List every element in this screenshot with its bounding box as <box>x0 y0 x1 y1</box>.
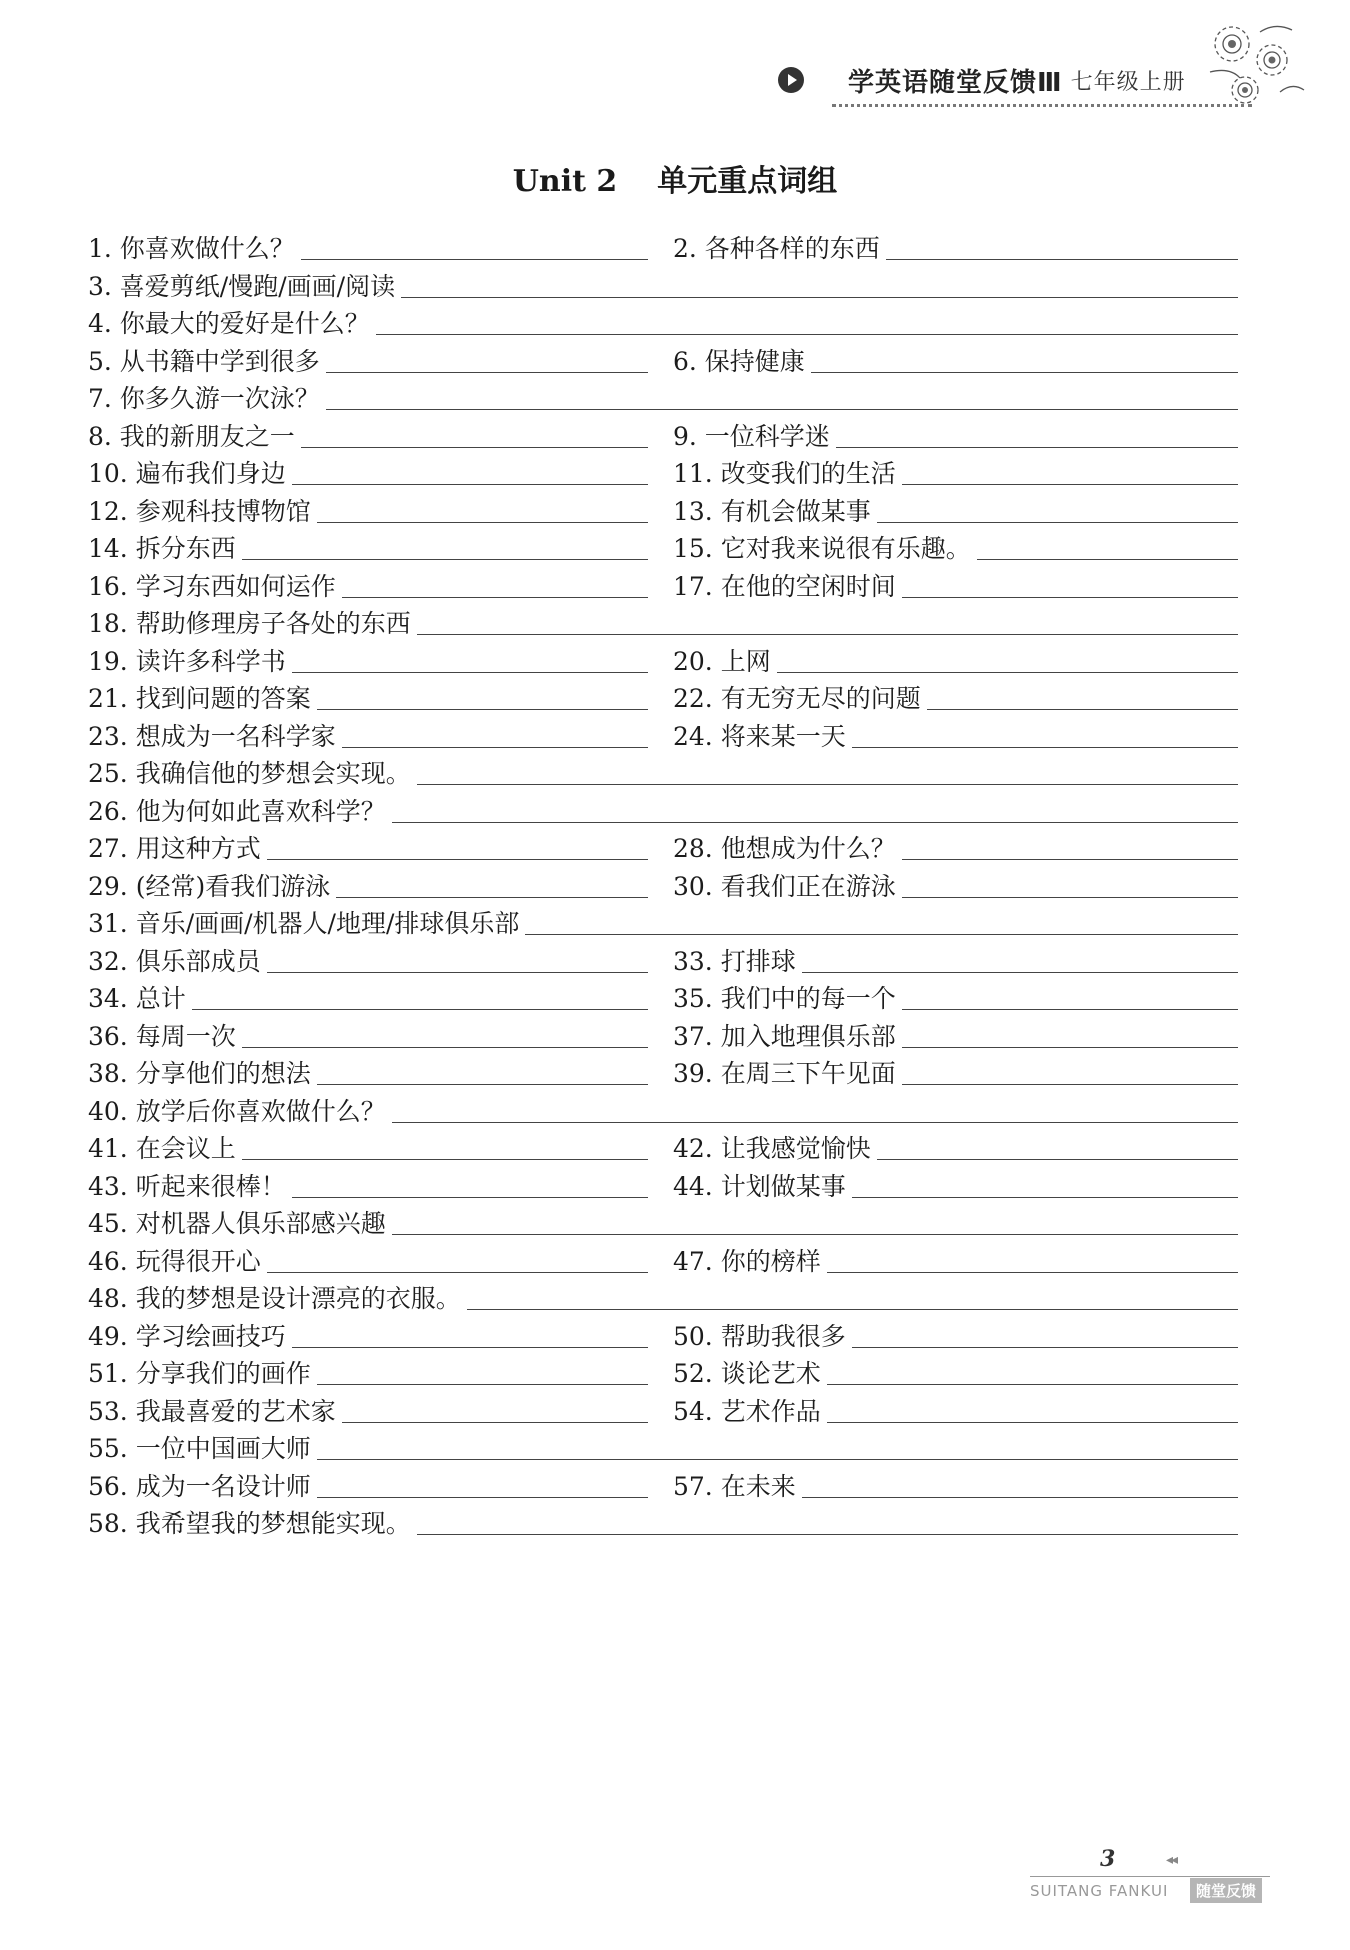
exercise-prompt: 25. 我确信他的梦想会实现。 <box>88 759 411 788</box>
exercise-item <box>88 270 1238 304</box>
exercise-item <box>88 1132 648 1166</box>
answer-blank[interactable] <box>317 1384 648 1385</box>
unit-label: Unit 2 <box>512 164 618 199</box>
exercise-prompt: 8. 我的新朋友之一 <box>88 422 295 451</box>
flower-decoration-icon <box>1200 12 1310 122</box>
answer-blank[interactable] <box>392 1234 1238 1235</box>
exercise-item <box>88 1320 648 1354</box>
exercise-prompt: 6. 保持健康 <box>673 347 805 376</box>
unit-heading: 单元重点词组 <box>657 164 838 199</box>
exercise-item <box>88 982 648 1016</box>
exercise-item <box>673 532 1238 566</box>
answer-blank[interactable] <box>902 897 1238 898</box>
exercise-row <box>88 1282 1238 1316</box>
answer-blank[interactable] <box>802 972 1238 973</box>
exercise-item <box>88 870 648 904</box>
exercise-row <box>88 757 1238 791</box>
answer-blank[interactable] <box>802 1497 1238 1498</box>
footer-badge: 随堂反馈 <box>1190 1878 1262 1903</box>
exercise-prompt: 40. 放学后你喜欢做什么？ <box>88 1097 386 1126</box>
exercise-item <box>88 1470 648 1504</box>
answer-blank[interactable] <box>877 522 1238 523</box>
exercise-item <box>88 1020 648 1054</box>
exercise-prompt: 44. 计划做某事 <box>673 1172 846 1201</box>
exercise-item <box>673 720 1238 754</box>
exercise-row <box>88 1020 1238 1054</box>
exercise-prompt: 17. 在他的空闲时间 <box>673 572 896 601</box>
exercise-row <box>88 720 1238 754</box>
exercise-prompt: 47. 你的榜样 <box>673 1247 821 1276</box>
header-divider <box>832 104 1252 107</box>
answer-blank[interactable] <box>902 597 1238 598</box>
answer-blank[interactable] <box>467 1309 1238 1310</box>
book-header <box>778 60 1186 100</box>
exercise-row <box>88 570 1238 604</box>
answer-blank[interactable] <box>902 1009 1238 1010</box>
exercise-item <box>673 1357 1238 1391</box>
exercise-item <box>88 532 648 566</box>
exercise-prompt: 42. 让我感觉愉快 <box>673 1134 871 1163</box>
exercise-item <box>88 607 1238 641</box>
exercise-prompt: 38. 分享他们的想法 <box>88 1059 311 1088</box>
answer-blank[interactable] <box>392 822 1238 823</box>
exercise-row <box>88 645 1238 679</box>
exercise-row <box>88 1320 1238 1354</box>
answer-blank[interactable] <box>292 1197 648 1198</box>
exercise-prompt: 14. 拆分东西 <box>88 534 236 563</box>
exercise-item <box>673 345 1238 379</box>
exercise-prompt: 48. 我的梦想是设计漂亮的衣服。 <box>88 1284 461 1313</box>
exercise-prompt: 5. 从书籍中学到很多 <box>88 347 320 376</box>
answer-blank[interactable] <box>827 1384 1238 1385</box>
exercise-prompt: 22. 有无穷无尽的问题 <box>673 684 921 713</box>
exercise-row <box>88 532 1238 566</box>
exercise-row <box>88 795 1238 829</box>
answer-blank[interactable] <box>392 1122 1238 1123</box>
exercise-prompt: 58. 我希望我的梦想能实现。 <box>88 1509 411 1538</box>
exercise-row <box>88 1470 1238 1504</box>
exercise-row <box>88 1132 1238 1166</box>
exercise-row <box>88 457 1238 491</box>
exercise-prompt: 21. 找到问题的答案 <box>88 684 311 713</box>
exercise-item <box>88 382 1238 416</box>
exercise-item <box>88 1357 648 1391</box>
exercise-prompt: 19. 读许多科学书 <box>88 647 286 676</box>
exercise-row <box>88 1095 1238 1129</box>
exercise-prompt: 32. 俱乐部成员 <box>88 947 261 976</box>
exercise-prompt: 46. 玩得很开心 <box>88 1247 261 1276</box>
exercise-row <box>88 1057 1238 1091</box>
exercise-row <box>88 1395 1238 1429</box>
exercise-prompt: 16. 学习东西如何运作 <box>88 572 336 601</box>
answer-blank[interactable] <box>417 784 1238 785</box>
exercise-prompt: 55. 一位中国画大师 <box>88 1434 311 1463</box>
answer-blank[interactable] <box>977 559 1238 560</box>
exercise-prompt: 37. 加入地理俱乐部 <box>673 1022 896 1051</box>
exercise-prompt: 35. 我们中的每一个 <box>673 984 896 1013</box>
exercise-item <box>673 1395 1238 1429</box>
answer-blank[interactable] <box>326 372 648 373</box>
exercise-row <box>88 832 1238 866</box>
exercise-prompt: 36. 每周一次 <box>88 1022 236 1051</box>
exercise-prompt: 50. 帮助我很多 <box>673 1322 846 1351</box>
exercise-row <box>88 345 1238 379</box>
page-title <box>0 156 1350 200</box>
answer-blank[interactable] <box>292 1347 648 1348</box>
exercise-row <box>88 1207 1238 1241</box>
exercise-item <box>88 1507 1238 1541</box>
exercise-row <box>88 1507 1238 1541</box>
exercise-prompt: 39. 在周三下午见面 <box>673 1059 896 1088</box>
answer-blank[interactable] <box>267 1272 648 1273</box>
exercise-item <box>88 907 1238 941</box>
exercise-item <box>88 945 648 979</box>
answer-blank[interactable] <box>342 747 648 748</box>
answer-blank[interactable] <box>525 934 1238 935</box>
exercise-prompt: 29. (经常)看我们游泳 <box>88 872 331 901</box>
answer-blank[interactable] <box>852 1347 1238 1348</box>
answer-blank[interactable] <box>902 1047 1238 1048</box>
exercise-item <box>673 1057 1238 1091</box>
exercise-item <box>673 1132 1238 1166</box>
exercise-item <box>673 495 1238 529</box>
exercise-row <box>88 1245 1238 1279</box>
answer-blank[interactable] <box>927 709 1238 710</box>
exercise-item <box>88 420 648 454</box>
exercise-item <box>673 1245 1238 1279</box>
exercise-prompt: 31. 音乐/画画/机器人/地理/排球俱乐部 <box>88 909 520 938</box>
answer-blank[interactable] <box>242 1159 648 1160</box>
exercise-prompt: 43. 听起来很棒！ <box>88 1172 286 1201</box>
exercise-row <box>88 495 1238 529</box>
answer-blank[interactable] <box>301 447 648 448</box>
exercise-row <box>88 870 1238 904</box>
answer-blank[interactable] <box>242 1047 648 1048</box>
exercise-prompt: 9. 一位科学迷 <box>673 422 830 451</box>
exercise-prompt: 24. 将来某一天 <box>673 722 846 751</box>
exercise-item <box>673 982 1238 1016</box>
exercise-row <box>88 307 1238 341</box>
exercise-item <box>88 1057 648 1091</box>
answer-blank[interactable] <box>317 709 648 710</box>
exercise-row <box>88 232 1238 266</box>
back-arrows-icon: ◂◂ <box>1166 1852 1177 1868</box>
exercise-item <box>88 345 648 379</box>
book-subtitle: 七年级上册 <box>1070 69 1186 95</box>
exercise-prompt: 13. 有机会做某事 <box>673 497 871 526</box>
exercise-item <box>673 457 1238 491</box>
answer-blank[interactable] <box>827 1422 1238 1423</box>
answer-blank[interactable] <box>811 372 1238 373</box>
answer-blank[interactable] <box>267 859 648 860</box>
exercise-row <box>88 945 1238 979</box>
book-title: 学英语随堂反馈Ⅲ <box>848 67 1063 98</box>
exercise-item <box>88 1282 1238 1316</box>
answer-blank[interactable] <box>326 409 1238 410</box>
footer-pinyin: SUITANG FANKUI <box>1030 1882 1169 1900</box>
exercise-row <box>88 1170 1238 1204</box>
answer-blank[interactable] <box>886 259 1238 260</box>
exercise-item <box>88 495 648 529</box>
answer-blank[interactable] <box>267 972 648 973</box>
exercise-prompt: 7. 你多久游一次泳？ <box>88 384 320 413</box>
answer-blank[interactable] <box>317 1084 648 1085</box>
answer-blank[interactable] <box>852 1197 1238 1198</box>
exercise-row <box>88 607 1238 641</box>
exercise-prompt: 1. 你喜欢做什么？ <box>88 234 295 263</box>
exercise-item <box>88 307 1238 341</box>
exercise-item <box>673 870 1238 904</box>
answer-blank[interactable] <box>342 597 648 598</box>
exercise-item <box>88 720 648 754</box>
exercise-item <box>88 682 648 716</box>
exercise-prompt: 20. 上网 <box>673 647 771 676</box>
exercise-item <box>673 1170 1238 1204</box>
answer-blank[interactable] <box>836 447 1238 448</box>
answer-blank[interactable] <box>827 1272 1238 1273</box>
exercise-prompt: 12. 参观科技博物馆 <box>88 497 311 526</box>
exercise-row <box>88 1357 1238 1391</box>
exercise-item <box>673 232 1238 266</box>
exercise-item <box>88 1395 648 1429</box>
exercise-prompt: 34. 总计 <box>88 984 186 1013</box>
exercise-item <box>88 1432 1238 1466</box>
answer-blank[interactable] <box>902 1084 1238 1085</box>
answer-blank[interactable] <box>376 334 1238 335</box>
answer-blank[interactable] <box>301 259 648 260</box>
exercise-item <box>88 1245 648 1279</box>
answer-blank[interactable] <box>852 747 1238 748</box>
exercise-prompt: 26. 他为何如此喜欢科学？ <box>88 797 386 826</box>
exercise-prompt: 53. 我最喜爱的艺术家 <box>88 1397 336 1426</box>
exercise-prompt: 56. 成为一名设计师 <box>88 1472 311 1501</box>
answer-blank[interactable] <box>192 1009 648 1010</box>
exercise-prompt: 23. 想成为一名科学家 <box>88 722 336 751</box>
exercise-prompt: 3. 喜爱剪纸/慢跑/画画/阅读 <box>88 272 396 301</box>
exercise-prompt: 4. 你最大的爱好是什么？ <box>88 309 370 338</box>
answer-blank[interactable] <box>317 1497 648 1498</box>
exercise-prompt: 33. 打排球 <box>673 947 796 976</box>
exercise-row <box>88 682 1238 716</box>
exercise-item <box>88 232 648 266</box>
answer-blank[interactable] <box>401 297 1238 298</box>
exercise-item <box>88 795 1238 829</box>
exercise-prompt: 49. 学习绘画技巧 <box>88 1322 286 1351</box>
page-number: 3 <box>1100 1846 1116 1872</box>
answer-blank[interactable] <box>342 1422 648 1423</box>
exercise-item <box>673 570 1238 604</box>
exercise-item <box>673 1470 1238 1504</box>
answer-blank[interactable] <box>417 634 1238 635</box>
answer-blank[interactable] <box>417 1534 1238 1535</box>
exercise-item <box>88 645 648 679</box>
answer-blank[interactable] <box>292 672 648 673</box>
exercise-item <box>673 1020 1238 1054</box>
exercise-prompt: 54. 艺术作品 <box>673 1397 821 1426</box>
answer-blank[interactable] <box>336 897 648 898</box>
exercise-item <box>673 645 1238 679</box>
answer-blank[interactable] <box>242 559 648 560</box>
exercise-item <box>673 1320 1238 1354</box>
exercise-item <box>88 457 648 491</box>
exercise-prompt: 45. 对机器人俱乐部感兴趣 <box>88 1209 386 1238</box>
exercise-item <box>673 682 1238 716</box>
exercise-row <box>88 382 1238 416</box>
exercise-item <box>673 832 1238 866</box>
exercise-prompt: 11. 改变我们的生活 <box>673 459 896 488</box>
footer-divider <box>1030 1876 1270 1877</box>
play-icon <box>778 67 804 93</box>
exercise-item <box>88 1207 1238 1241</box>
answer-blank[interactable] <box>902 859 1238 860</box>
answer-blank[interactable] <box>317 522 648 523</box>
exercise-prompt: 27. 用这种方式 <box>88 834 261 863</box>
exercise-prompt: 15. 它对我来说很有乐趣。 <box>673 534 971 563</box>
answer-blank[interactable] <box>317 1459 1238 1460</box>
exercise-prompt: 51. 分享我们的画作 <box>88 1359 311 1388</box>
exercise-prompt: 18. 帮助修理房子各处的东西 <box>88 609 411 638</box>
exercise-row <box>88 907 1238 941</box>
answer-blank[interactable] <box>292 484 648 485</box>
exercise-item <box>673 945 1238 979</box>
exercise-item <box>673 420 1238 454</box>
exercise-prompt: 10. 遍布我们身边 <box>88 459 286 488</box>
exercise-item <box>88 832 648 866</box>
exercise-row <box>88 982 1238 1016</box>
exercise-row <box>88 1432 1238 1466</box>
exercise-item <box>88 1170 648 1204</box>
answer-blank[interactable] <box>902 484 1238 485</box>
exercise-prompt: 28. 他想成为什么？ <box>673 834 896 863</box>
exercise-prompt: 52. 谈论艺术 <box>673 1359 821 1388</box>
exercise-item <box>88 757 1238 791</box>
exercise-item <box>88 1095 1238 1129</box>
answer-blank[interactable] <box>877 1159 1238 1160</box>
exercise-prompt: 41. 在会议上 <box>88 1134 236 1163</box>
exercise-prompt: 2. 各种各样的东西 <box>673 234 880 263</box>
exercise-row <box>88 420 1238 454</box>
exercise-item <box>88 570 648 604</box>
exercise-row <box>88 270 1238 304</box>
answer-blank[interactable] <box>777 672 1238 673</box>
exercise-prompt: 30. 看我们正在游泳 <box>673 872 896 901</box>
exercise-prompt: 57. 在未来 <box>673 1472 796 1501</box>
